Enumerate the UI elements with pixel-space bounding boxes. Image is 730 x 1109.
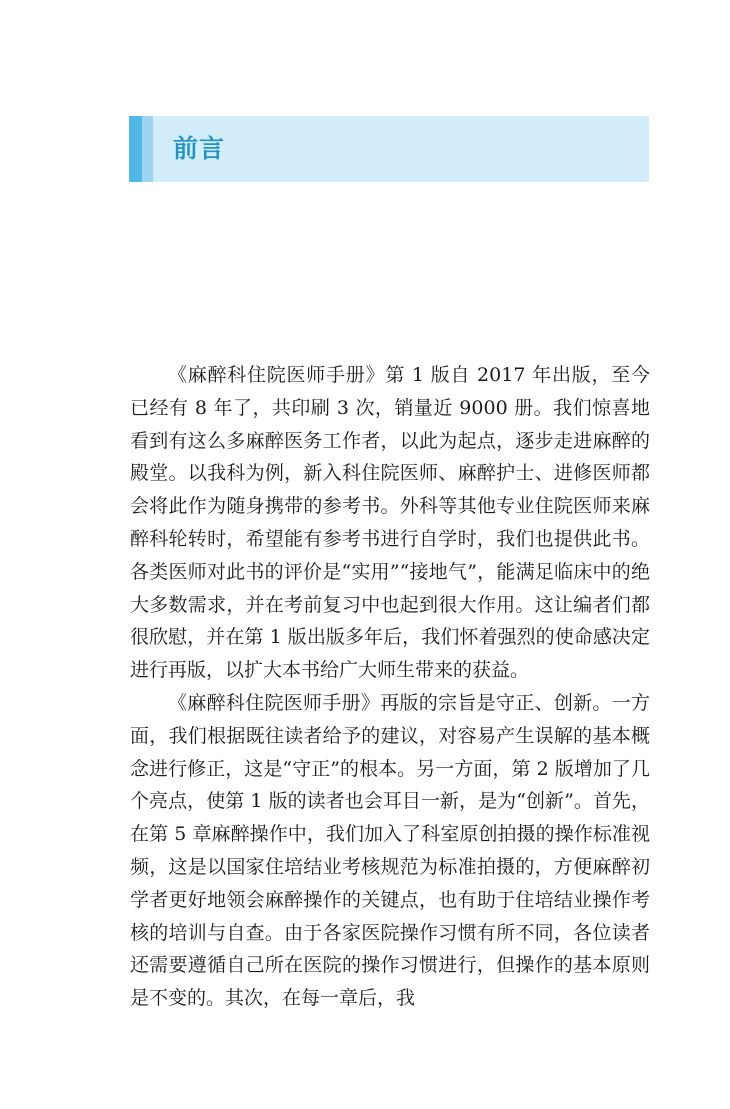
preface-body	[130, 359, 650, 1015]
header-accent-bar	[129, 116, 142, 182]
paragraph: 《麻醉科住院医师手册》第 1 版自 2017 年出版，至今已经有 8 年了，共印刷 3 次，销量近 9000 册。我们惊喜地看到有这么多麻醉医务工作者，以此为起点，逐步走进麻醉的殿堂。以我科为例，新入科住院医师、麻醉护士、进修医师都会将此作为随身携带的参考书。外科等其他专业住院医师来麻醉科轮转时，希望能有参考书进行自学时，我们也提供此书。各类医师对此书的评价是“实用”“接地气”，能满足临床中的绝大多数需求，并在考前复习中也起到很大作用。这让编者们都很欣慰，并在第 1 版出版多年后，我们怀着强烈的使命感决定进行再版，以扩大本书给广大师生带来的获益。	[130, 364, 650, 682]
paragraph: 《麻醉科住院医师手册》再版的宗旨是守正、创新。一方面，我们根据既往读者给予的建议，对容易产生误解的基本概念进行修正，这是“守正”的根本。另一方面，第 2 版增加了几个亮点，使第 1 版的读者也会耳目一新，是为“创新”。首先，在第 5 章麻醉操作中，我们加入了科室原创拍摄的操作标准视频，这是以国家住培结业考核规范为标准拍摄的，方便麻醉初学者更好地领会麻醉操作的关键点，也有助于住培结业操作考核的培训与自查。由于各家医院操作习惯有所不同，各位读者还需要遵循自己所在医院的操作习惯进行，但操作的基本原则是不变的。其次，在每一章后，我	[130, 691, 650, 1010]
section-header	[129, 116, 649, 182]
header-accent-bar-light	[142, 116, 153, 182]
section-title: 前言	[173, 134, 226, 163]
